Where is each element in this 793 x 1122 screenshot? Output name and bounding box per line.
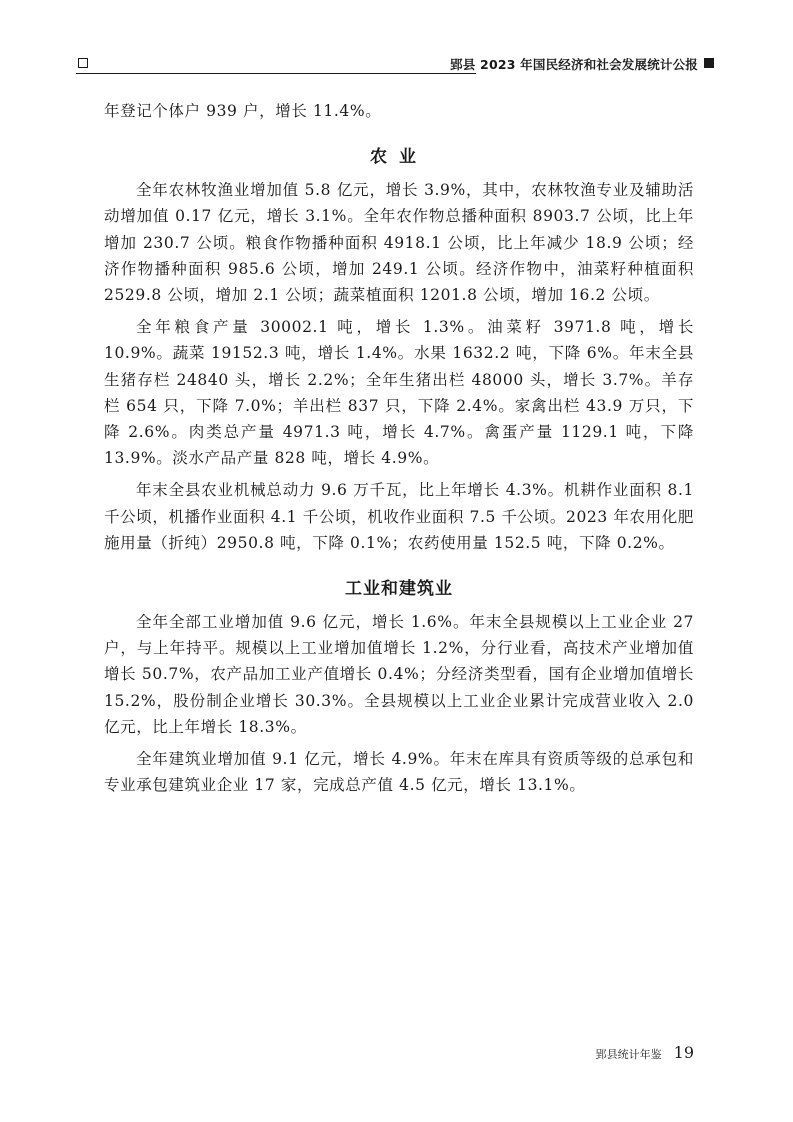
agriculture-paragraph-3: 年末全县农业机械总动力 9.6 万千瓦，比上年增长 4.3%。机耕作业面积 8.1 千公顷，机播作业面积 4.1 千公顷，机收作业面积 7.5 千公顷。2023 年农用化肥施用量（折纯）2950.8 吨，下降 0.1%；农药使用量 152.5 吨，下降 0.2%。 (104, 481, 694, 552)
section-title-agriculture: 农业 (370, 147, 428, 168)
continuation-paragraph: 年登记个体户 939 户，增长 11.4%。 (104, 102, 382, 120)
page-number: 19 (673, 1043, 694, 1062)
page-footer (596, 1043, 694, 1062)
agriculture-paragraph-2: 全年粮食产量 30002.1 吨，增长 1.3%。油菜籽 3971.8 吨，增长 10.9%。蔬菜 19152.3 吨，增长 1.4%。水果 1632.2 吨，下降 6%。年末全县生猪存栏 24840 头，增长 2.2%；全年生猪出栏 48000 头，增长 3.7%。羊存栏 654 只，下降 7.0%；羊出栏 837 只，下降 2.4%。家禽出栏 43.9 万只，下降 2.6%。肉类总产量 4971.3 吨，增长 4.7%。禽蛋产量 1129.1 吨，下降 13.9%。淡水产品产量 828 吨，增长 4.9%。 (104, 318, 694, 468)
header-title: 郢县 2023 年国民经济和社会发展统计公报 (450, 57, 698, 72)
header-rule (76, 73, 476, 74)
header-box-marker (78, 58, 88, 68)
industry-paragraph-2: 全年建筑业增加值 9.1 亿元，增长 4.9%。年末在库具有资质等级的总承包和专业承包建筑业企业 17 家，完成总产值 4.5 亿元，增长 13.1%。 (104, 750, 694, 795)
page-body (104, 98, 694, 798)
header-square-marker (704, 58, 714, 68)
footer-book-title: 郢县统计年鉴 (595, 1048, 662, 1061)
section-title-industry: 工业和建筑业 (345, 579, 453, 600)
industry-paragraph-1: 全年全部工业增加值 9.6 亿元，增长 1.6%。年末全县规模以上工业企业 27 户，与上年持平。规模以上工业增加值增长 1.2%，分行业看，高技术产业增加值增长 50.7%，农产品加工业产值增长 0.4%；分经济类型看，国有企业增加值增长 15.2%，股份制企业增长 30.3%。全县规模以上工业企业累计完成营业收入 2.0 亿元，比上年增长 18.3%。 (104, 613, 694, 736)
running-header (76, 55, 716, 75)
agriculture-paragraph-1: 全年农林牧渔业增加值 5.8 亿元，增长 3.9%，其中，农林牧渔专业及辅助活动增加值 0.17 亿元，增长 3.1%。全年农作物总播种面积 8903.7 公顷，比上年增加 230.7 公顷。粮食作物播种面积 4918.1 公顷，比上年减少 18.9 公顷；经济作物播种面积 985.6 公顷，增加 249.1 公顷。经济作物中，油菜籽种植面积 2529.8 公顷，增加 2.1 公顷；蔬菜植面积 1201.8 公顷，增加 16.2 公顷。 (104, 181, 694, 305)
